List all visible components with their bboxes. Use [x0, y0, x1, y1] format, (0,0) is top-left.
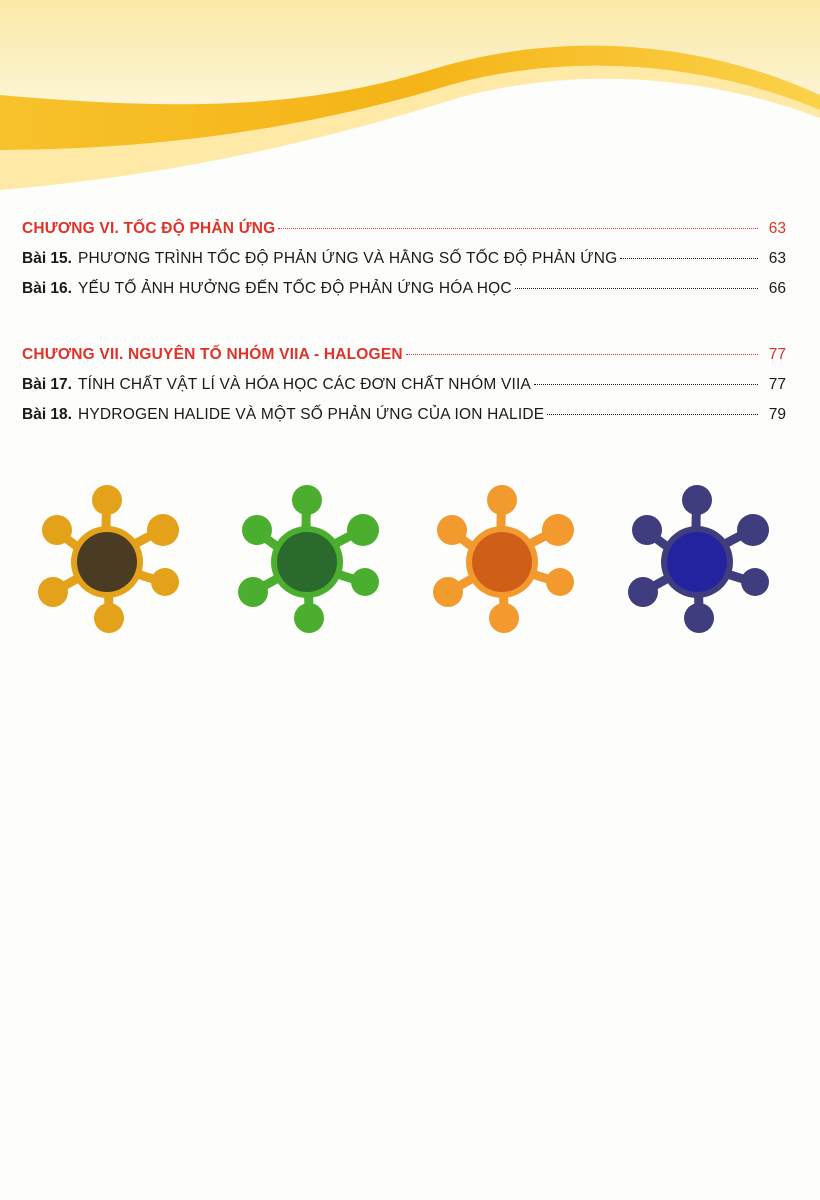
dot-leader — [515, 288, 758, 289]
molecule-atom — [94, 603, 124, 633]
molecule-atom — [741, 568, 769, 596]
table-of-contents — [22, 220, 786, 472]
toc-lesson-entry[interactable] — [22, 406, 786, 436]
molecule-icon-blue — [625, 480, 775, 640]
molecule-atom — [487, 485, 517, 515]
molecule-core — [277, 532, 337, 592]
molecule-atom — [737, 514, 769, 546]
molecule-icons-row — [35, 480, 795, 650]
molecule-atom — [92, 485, 122, 515]
dot-leader — [534, 384, 758, 385]
page-number: 66 — [768, 280, 786, 297]
molecule-atom — [38, 577, 68, 607]
lesson-title: YẾU TỐ ẢNH HƯỞNG ĐẾN TỐC ĐỘ PHẢN ỨNG HÓA HỌC — [77, 280, 512, 297]
molecule-atom — [684, 603, 714, 633]
molecule-icon-gold — [35, 480, 185, 640]
molecule-core — [77, 532, 137, 592]
molecule-atom — [542, 514, 574, 546]
molecule-atom — [347, 514, 379, 546]
dot-leader — [620, 258, 758, 259]
toc-chapter-entry[interactable] — [22, 346, 786, 376]
toc-lesson-entry[interactable] — [22, 280, 786, 310]
molecule-atom — [351, 568, 379, 596]
chapter-title: CHƯƠNG VI. TỐC ĐỘ PHẢN ỨNG — [22, 220, 276, 237]
page-number: 63 — [768, 250, 786, 267]
dot-leader — [547, 414, 758, 415]
chapter-title: CHƯƠNG VII. NGUYÊN TỐ NHÓM VIIA - HALOGEN — [22, 346, 403, 363]
dot-leader — [278, 228, 758, 229]
molecule-atom — [546, 568, 574, 596]
molecule-atom — [632, 515, 662, 545]
toc-lesson-entry[interactable] — [22, 250, 786, 280]
dot-leader — [406, 354, 758, 355]
molecule-atom — [42, 515, 72, 545]
lesson-title: HYDROGEN HALIDE VÀ MỘT SỐ PHẢN ỨNG CỦA ION HALIDE — [77, 406, 545, 423]
molecule-atom — [238, 577, 268, 607]
molecule-icon-green — [235, 480, 385, 640]
toc-lesson-entry[interactable] — [22, 376, 786, 406]
molecule-atom — [147, 514, 179, 546]
molecule-atom — [489, 603, 519, 633]
molecule-atom — [433, 577, 463, 607]
page-number: 77 — [768, 376, 786, 393]
molecule-atom — [292, 485, 322, 515]
lesson-number: Bài 17. — [22, 376, 72, 393]
page-number: 77 — [768, 346, 786, 363]
lesson-title: PHƯƠNG TRÌNH TỐC ĐỘ PHẢN ỨNG VÀ HẰNG SỐ TỐC ĐỘ PHẢN ỨNG — [77, 250, 618, 267]
toc-chapter-group — [22, 220, 786, 310]
lesson-number: Bài 18. — [22, 406, 72, 423]
molecule-atom — [682, 485, 712, 515]
page-number: 79 — [768, 406, 786, 423]
page-number: 63 — [768, 220, 786, 237]
molecule-atom — [151, 568, 179, 596]
lesson-number: Bài 15. — [22, 250, 72, 267]
toc-chapter-entry[interactable] — [22, 220, 786, 250]
header-wave-decoration — [0, 0, 820, 200]
toc-chapter-group — [22, 346, 786, 436]
lesson-number: Bài 16. — [22, 280, 72, 297]
molecule-icon-orange — [430, 480, 580, 640]
molecule-atom — [294, 603, 324, 633]
molecule-atom — [628, 577, 658, 607]
lesson-title: TÍNH CHẤT VẬT LÍ VÀ HÓA HỌC CÁC ĐƠN CHẤT NHÓM VIIA — [77, 376, 532, 393]
molecule-atom — [242, 515, 272, 545]
molecule-atom — [437, 515, 467, 545]
molecule-core — [667, 532, 727, 592]
molecule-core — [472, 532, 532, 592]
